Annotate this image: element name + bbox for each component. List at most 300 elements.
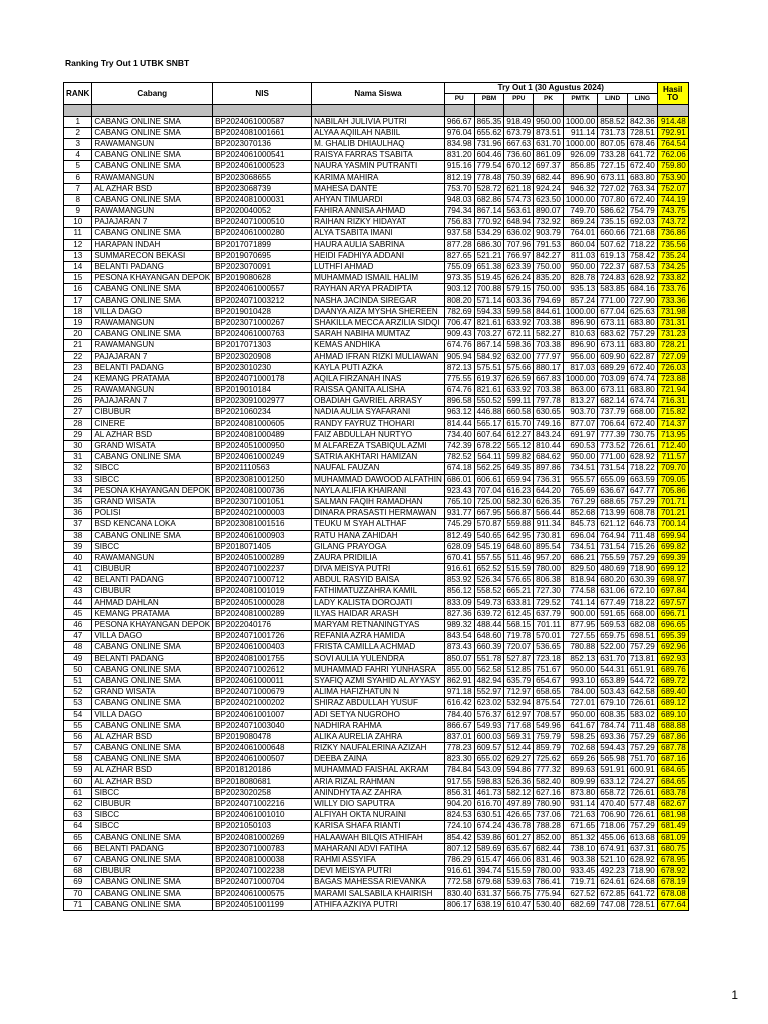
cell-ppu: 603.36: [504, 295, 534, 306]
cell-nis: BP2024061000903: [213, 530, 312, 541]
cell-pu: 807.12: [444, 843, 474, 854]
cell-ppu: 466.06: [504, 854, 534, 865]
cell-rank: 34: [64, 485, 92, 496]
cell-cabang: CABANG ONLINE SMA: [92, 161, 213, 172]
cell-nama: LADY KALISTA DOROJATI: [312, 597, 445, 608]
cell-rank: 10: [64, 217, 92, 228]
table-row: [64, 194, 689, 205]
cell-pk: 749.16: [534, 418, 564, 429]
cell-nis: BP2024081000489: [213, 429, 312, 440]
cell-rank: 40: [64, 552, 92, 563]
cell-ling: 718.22: [627, 597, 657, 608]
cell-hasil: 687.86: [657, 731, 688, 742]
cell-ling: 678.46: [627, 138, 657, 149]
cell-hasil: 709.05: [657, 474, 688, 485]
cell-pbm: 619.37: [474, 373, 504, 384]
cell-ppu: 610.47: [504, 899, 534, 910]
cell-nama: NADIA AULIA SYAFARANI: [312, 407, 445, 418]
cell-pbm: 630.51: [474, 810, 504, 821]
table-row: [64, 161, 689, 172]
table-row: [64, 441, 689, 452]
cell-nama: RAIHAN RIZKY HIDAYAT: [312, 217, 445, 228]
cell-ling: 713.81: [627, 653, 657, 664]
cell-ling: 757.29: [627, 743, 657, 754]
cell-pmtk: 851.32: [563, 832, 597, 843]
cell-nis: BP2024081001019: [213, 586, 312, 597]
cell-cabang: VILLA DAGO: [92, 306, 213, 317]
cell-ppu: 612.97: [504, 709, 534, 720]
cell-nama: SALMAN FAQIH RAMADHAN: [312, 496, 445, 507]
table-row: [64, 485, 689, 496]
cell-nama: MUHAMMAD FAHRI YUNHASRA: [312, 664, 445, 675]
cell-pbm: 606.61: [474, 474, 504, 485]
cell-pk: 843.24: [534, 429, 564, 440]
cell-ling: 637.31: [627, 843, 657, 854]
cell-ppu: 648.94: [504, 217, 534, 228]
cell-nama: ARIA RIZAL RAHMAN: [312, 776, 445, 787]
cell-nama: FAHIRA ANNISA AHMAD: [312, 206, 445, 217]
cell-nis: BP2019080628: [213, 273, 312, 284]
cell-nama: RAYHAN ARYA PRADIPTA: [312, 284, 445, 295]
cell-pu: 866.67: [444, 720, 474, 731]
cell-ling: 715.26: [627, 541, 657, 552]
cell-pbm: 623.02: [474, 698, 504, 709]
cell-hasil: 689.12: [657, 698, 688, 709]
cell-pmtk: 811.03: [563, 250, 597, 261]
cell-pk: 861.09: [534, 150, 564, 161]
cell-nis: BP2024071000178: [213, 373, 312, 384]
cell-pmtk: 845.73: [563, 519, 597, 530]
header-rank: RANK: [64, 83, 92, 105]
cell-pmtk: 950.00: [563, 262, 597, 273]
cell-pbm: 594.33: [474, 306, 504, 317]
cell-cabang: PESONA KHAYANGAN DEPOK: [92, 273, 213, 284]
cell-nis: BP2024061001007: [213, 709, 312, 720]
cell-pbm: 562.58: [474, 664, 504, 675]
cell-pu: 674.18: [444, 463, 474, 474]
cell-pu: 854.42: [444, 832, 474, 843]
cell-pmtk: 691.97: [563, 429, 597, 440]
table-row: [64, 608, 689, 619]
cell-hasil: 681.98: [657, 810, 688, 821]
cell-rank: 44: [64, 597, 92, 608]
cell-hasil: 728.21: [657, 340, 688, 351]
cell-pu: 872.13: [444, 362, 474, 373]
cell-pk: 875.54: [534, 698, 564, 709]
cell-ppu: 626.59: [504, 373, 534, 384]
cell-hasil: 684.65: [657, 776, 688, 787]
cell-lind: 636.67: [598, 485, 628, 496]
cell-cabang: BELANTI PADANG: [92, 843, 213, 854]
cell-nama: ANINDHYTA AZ ZAHRA: [312, 787, 445, 798]
cell-cabang: CABANG ONLINE SMA: [92, 642, 213, 653]
cell-nis: BP2024021000202: [213, 698, 312, 709]
cell-pu: 937.58: [444, 228, 474, 239]
cell-cabang: AL AZHAR BSD: [92, 183, 213, 194]
cell-ppu: 629.27: [504, 754, 534, 765]
cell-hasil: 701.71: [657, 496, 688, 507]
table-row: [64, 586, 689, 597]
cell-nis: BP2024061000011: [213, 675, 312, 686]
cell-hasil: 678.19: [657, 877, 688, 888]
cell-ling: 647.77: [627, 485, 657, 496]
cell-nama: ALYA TSABITA IMANI: [312, 228, 445, 239]
cell-nama: SHAKILLA MECCA ARZILIA SIDQI: [312, 317, 445, 328]
cell-pmtk: 828.78: [563, 273, 597, 284]
cell-hasil: 699.82: [657, 541, 688, 552]
cell-pk: 732.92: [534, 217, 564, 228]
cell-pk: 890.07: [534, 206, 564, 217]
cell-pu: 755.09: [444, 262, 474, 273]
cell-rank: 46: [64, 620, 92, 631]
cell-cabang: CABANG ONLINE SMA: [92, 832, 213, 843]
cell-ppu: 436.78: [504, 821, 534, 832]
cell-cabang: AHMAD DAHLAN: [92, 597, 213, 608]
cell-pu: 724.10: [444, 821, 474, 832]
cell-pk: 831.46: [534, 854, 564, 865]
cell-pk: 730.81: [534, 530, 564, 541]
cell-ling: 628.92: [627, 854, 657, 865]
table-row: [64, 731, 689, 742]
cell-cabang: GRAND WISATA: [92, 687, 213, 698]
cell-lind: 764.94: [598, 530, 628, 541]
cell-nis: BP2024061000575: [213, 888, 312, 899]
table-row: [64, 329, 689, 340]
cell-nis: BP2024071002237: [213, 564, 312, 575]
cell-pmtk: 852.68: [563, 508, 597, 519]
cell-pu: 833.09: [444, 597, 474, 608]
cell-pmtk: 774.58: [563, 586, 597, 597]
cell-pu: 834.98: [444, 138, 474, 149]
cell-pbm: 543.09: [474, 765, 504, 776]
cell-pbm: 564.11: [474, 452, 504, 463]
cell-ppu: 599.82: [504, 452, 534, 463]
cell-pu: 778.23: [444, 743, 474, 754]
cell-ling: 641.72: [627, 150, 657, 161]
cell-nis: BP2023081001516: [213, 519, 312, 530]
cell-ling: 672.40: [627, 194, 657, 205]
cell-pk: 950.00: [534, 116, 564, 127]
cell-nis: BP2017071899: [213, 239, 312, 250]
cell-ppu: 532.94: [504, 698, 534, 709]
cell-rank: 13: [64, 250, 92, 261]
cell-ppu: 515.59: [504, 564, 534, 575]
cell-cabang: PAJAJARAN 7: [92, 351, 213, 362]
cell-lind: 565.98: [598, 754, 628, 765]
cell-nama: RAHMI ASSYIFA: [312, 854, 445, 865]
cell-ling: 726.61: [627, 787, 657, 798]
cell-nis: BP2023068739: [213, 183, 312, 194]
cell-nama: ADI SETYA NUGROHO: [312, 709, 445, 720]
cell-rank: 70: [64, 888, 92, 899]
cell-lind: 722.37: [598, 262, 628, 273]
cell-rank: 55: [64, 720, 92, 731]
cell-ling: 687.53: [627, 262, 657, 273]
cell-pbm: 576.37: [474, 709, 504, 720]
cell-pk: 703.38: [534, 385, 564, 396]
cell-lind: 731.54: [598, 463, 628, 474]
cell-pbm: 731.96: [474, 138, 504, 149]
cell-lind: 706.64: [598, 418, 628, 429]
cell-hasil: 689.40: [657, 687, 688, 698]
cell-nama: ATHIFA AZKIYA PUTRI: [312, 899, 445, 910]
table-row: [64, 776, 689, 787]
cell-pk: 630.65: [534, 407, 564, 418]
cell-hasil: 713.95: [657, 429, 688, 440]
header-pk: PK: [534, 94, 564, 105]
cell-pk: 777.32: [534, 765, 564, 776]
cell-pbm: 551.78: [474, 653, 504, 664]
cell-nis: BP2024051000028: [213, 597, 312, 608]
cell-hasil: 731.23: [657, 329, 688, 340]
cell-lind: 455.06: [598, 832, 628, 843]
cell-nis: BP2023071000783: [213, 843, 312, 854]
cell-cabang: RAWAMANGUN: [92, 317, 213, 328]
cell-rank: 63: [64, 810, 92, 821]
cell-pmtk: 1000.00: [563, 116, 597, 127]
cell-ppu: 565.12: [504, 441, 534, 452]
cell-hasil: 701.21: [657, 508, 688, 519]
cell-pbm: 540.65: [474, 530, 504, 541]
cell-pmtk: 721.63: [563, 810, 597, 821]
table-row: [64, 687, 689, 698]
cell-nis: BP2024071003212: [213, 295, 312, 306]
cell-ling: 608.78: [627, 508, 657, 519]
cell-hasil: 689.76: [657, 664, 688, 675]
cell-pu: 782.69: [444, 306, 474, 317]
cell-ppu: 633.92: [504, 317, 534, 328]
table-row: [64, 373, 689, 384]
table-row: [64, 150, 689, 161]
cell-pbm: 703.27: [474, 329, 504, 340]
cell-rank: 4: [64, 150, 92, 161]
cell-rank: 33: [64, 474, 92, 485]
cell-ling: 726.61: [627, 698, 657, 709]
cell-rank: 56: [64, 731, 92, 742]
cell-pk: 727.30: [534, 586, 564, 597]
cell-rank: 18: [64, 306, 92, 317]
cell-pbm: 534.29: [474, 228, 504, 239]
cell-pmtk: 641.67: [563, 720, 597, 731]
cell-pmtk: 873.80: [563, 787, 597, 798]
table-row: [64, 172, 689, 183]
cell-cabang: PESONA KHAYANGAN DEPOK: [92, 620, 213, 631]
cell-nis: BP2019070695: [213, 250, 312, 261]
cell-ppu: 599.58: [504, 306, 534, 317]
cell-lind: 677.04: [598, 306, 628, 317]
cell-pbm: 648.60: [474, 631, 504, 642]
cell-nis: BP2024071002238: [213, 866, 312, 877]
cell-hasil: 696.65: [657, 620, 688, 631]
table-row: [64, 899, 689, 910]
cell-rank: 36: [64, 508, 92, 519]
cell-nis: BP2024081000031: [213, 194, 312, 205]
cell-pmtk: 810.63: [563, 329, 597, 340]
cell-cabang: CABANG ONLINE SMA: [92, 675, 213, 686]
cell-pk: 751.67: [534, 664, 564, 675]
cell-nama: MAHARANI ADVI FATIHA: [312, 843, 445, 854]
cell-cabang: GRAND WISATA: [92, 496, 213, 507]
cell-ppu: 594.86: [504, 765, 534, 776]
cell-nis: BP2024081001661: [213, 127, 312, 138]
header-nama: Nama Siswa: [312, 83, 445, 105]
cell-ppu: 574.73: [504, 194, 534, 205]
cell-nis: BP2023068655: [213, 172, 312, 183]
cell-hasil: 697.57: [657, 597, 688, 608]
cell-rank: 53: [64, 698, 92, 709]
cell-pmtk: 877.95: [563, 620, 597, 631]
cell-lind: 673.11: [598, 385, 628, 396]
table-row: [64, 832, 689, 843]
cell-cabang: SIBCC: [92, 821, 213, 832]
table-row: [64, 530, 689, 541]
cell-nama: MUHAMMAD FAISHAL AKRAM: [312, 765, 445, 776]
cell-nama: MARAMI SALSABILA KHAIRISH: [312, 888, 445, 899]
cell-lind: 673.11: [598, 317, 628, 328]
cell-nama: NAURA YASMIN PUTRANTI: [312, 161, 445, 172]
cell-pbm: 770.92: [474, 217, 504, 228]
cell-ling: 757.29: [627, 642, 657, 653]
cell-nama: ABDUL RASYID BAISA: [312, 575, 445, 586]
table-row: [64, 463, 689, 474]
cell-ppu: 511.46: [504, 552, 534, 563]
cell-rank: 38: [64, 530, 92, 541]
cell-pmtk: 734.51: [563, 541, 597, 552]
table-row: [64, 552, 689, 563]
cell-rank: 23: [64, 362, 92, 373]
cell-pu: 812.19: [444, 172, 474, 183]
header-lind: LIND: [598, 94, 628, 105]
cell-cabang: VILLA DAGO: [92, 709, 213, 720]
cell-ling: 757.29: [627, 821, 657, 832]
cell-pk: 844.61: [534, 306, 564, 317]
cell-rank: 26: [64, 396, 92, 407]
cell-ppu: 568.15: [504, 620, 534, 631]
cell-hasil: 735.56: [657, 239, 688, 250]
cell-nis: BP2024081000269: [213, 832, 312, 843]
cell-ling: 718.22: [627, 239, 657, 250]
cell-pmtk: 598.25: [563, 731, 597, 742]
cell-lind: 683.62: [598, 329, 628, 340]
cell-pmtk: 950.00: [563, 709, 597, 720]
cell-hasil: 727.09: [657, 351, 688, 362]
table-row: [64, 273, 689, 284]
cell-pu: 782.52: [444, 452, 474, 463]
cell-lind: 544.31: [598, 664, 628, 675]
cell-pmtk: 696.04: [563, 530, 597, 541]
cell-pu: 877.28: [444, 239, 474, 250]
cell-nis: BP2024061000507: [213, 754, 312, 765]
cell-pbm: 631.37: [474, 888, 504, 899]
cell-pbm: 615.47: [474, 854, 504, 865]
cell-ppu: 719.78: [504, 631, 534, 642]
cell-pmtk: 780.88: [563, 642, 597, 653]
cell-ppu: 707.96: [504, 239, 534, 250]
cell-lind: 771.00: [598, 295, 628, 306]
cell-pu: 850.07: [444, 653, 474, 664]
cell-ling: 668.00: [627, 608, 657, 619]
cell-pmtk: 765.69: [563, 485, 597, 496]
cell-rank: 52: [64, 687, 92, 698]
cell-pu: 772.58: [444, 877, 474, 888]
cell-nama: RIZKY NAUFALERINA AZIZAH: [312, 743, 445, 754]
cell-pmtk: 784.00: [563, 687, 597, 698]
cell-nama: KARIMA MAHIRA: [312, 172, 445, 183]
table-row: [64, 709, 689, 720]
cell-pbm: 655.02: [474, 754, 504, 765]
cell-ppu: 612.45: [504, 608, 534, 619]
table-row: [64, 508, 689, 519]
cell-rank: 50: [64, 664, 92, 675]
cell-pbm: 539.86: [474, 832, 504, 843]
cell-pu: 903.12: [444, 284, 474, 295]
cell-cabang: CABANG ONLINE SMA: [92, 698, 213, 709]
cell-lind: 755.59: [598, 552, 628, 563]
cell-hasil: 681.09: [657, 832, 688, 843]
cell-rank: 48: [64, 642, 92, 653]
cell-rank: 68: [64, 866, 92, 877]
cell-pu: 808.20: [444, 295, 474, 306]
cell-pk: 631.70: [534, 138, 564, 149]
cell-ling: 641.72: [627, 888, 657, 899]
table-row: [64, 250, 689, 261]
table-row: [64, 575, 689, 586]
cell-pk: 566.44: [534, 508, 564, 519]
cell-rank: 22: [64, 351, 92, 362]
table-row: [64, 675, 689, 686]
header-tryout: Try Out 1 (30 Agustus 2024): [444, 83, 657, 94]
cell-pu: 824.53: [444, 810, 474, 821]
cell-pk: 780.90: [534, 799, 564, 810]
cell-pk: 654.67: [534, 675, 564, 686]
cell-ling: 728.51: [627, 127, 657, 138]
cell-cabang: CABANG ONLINE SMA: [92, 664, 213, 675]
cell-pu: 855.00: [444, 664, 474, 675]
cell-rank: 47: [64, 631, 92, 642]
cell-cabang: SIBCC: [92, 810, 213, 821]
cell-ppu: 526.36: [504, 776, 534, 787]
cell-rank: 57: [64, 743, 92, 754]
cell-pk: 582.40: [534, 776, 564, 787]
cell-pk: 667.83: [534, 373, 564, 384]
cell-pk: 911.34: [534, 519, 564, 530]
cell-rank: 28: [64, 418, 92, 429]
cell-pmtk: 671.65: [563, 821, 597, 832]
cell-cabang: CABANG ONLINE SMA: [92, 899, 213, 910]
cell-ling: 683.80: [627, 340, 657, 351]
cell-ppu: 736.60: [504, 150, 534, 161]
cell-pk: 708.57: [534, 709, 564, 720]
cell-pbm: 707.04: [474, 485, 504, 496]
cell-nis: BP2024071000510: [213, 217, 312, 228]
cell-rank: 20: [64, 329, 92, 340]
cell-pbm: 616.70: [474, 799, 504, 810]
cell-pbm: 549.93: [474, 720, 504, 731]
cell-pbm: 570.87: [474, 519, 504, 530]
cell-hasil: 692.93: [657, 653, 688, 664]
cell-pk: 895.54: [534, 541, 564, 552]
cell-nis: BP2024071003040: [213, 720, 312, 731]
cell-ppu: 575.66: [504, 362, 534, 373]
cell-ling: 757.29: [627, 552, 657, 563]
cell-nama: M. GHALIB DHIAULHAQ: [312, 138, 445, 149]
cell-ling: 698.51: [627, 631, 657, 642]
cell-pmtk: 719.71: [563, 877, 597, 888]
cell-pbm: 779.54: [474, 161, 504, 172]
cell-nama: ILYAS HAIDAR ARASH: [312, 608, 445, 619]
cell-pmtk: 741.14: [563, 597, 597, 608]
cell-rank: 45: [64, 608, 92, 619]
